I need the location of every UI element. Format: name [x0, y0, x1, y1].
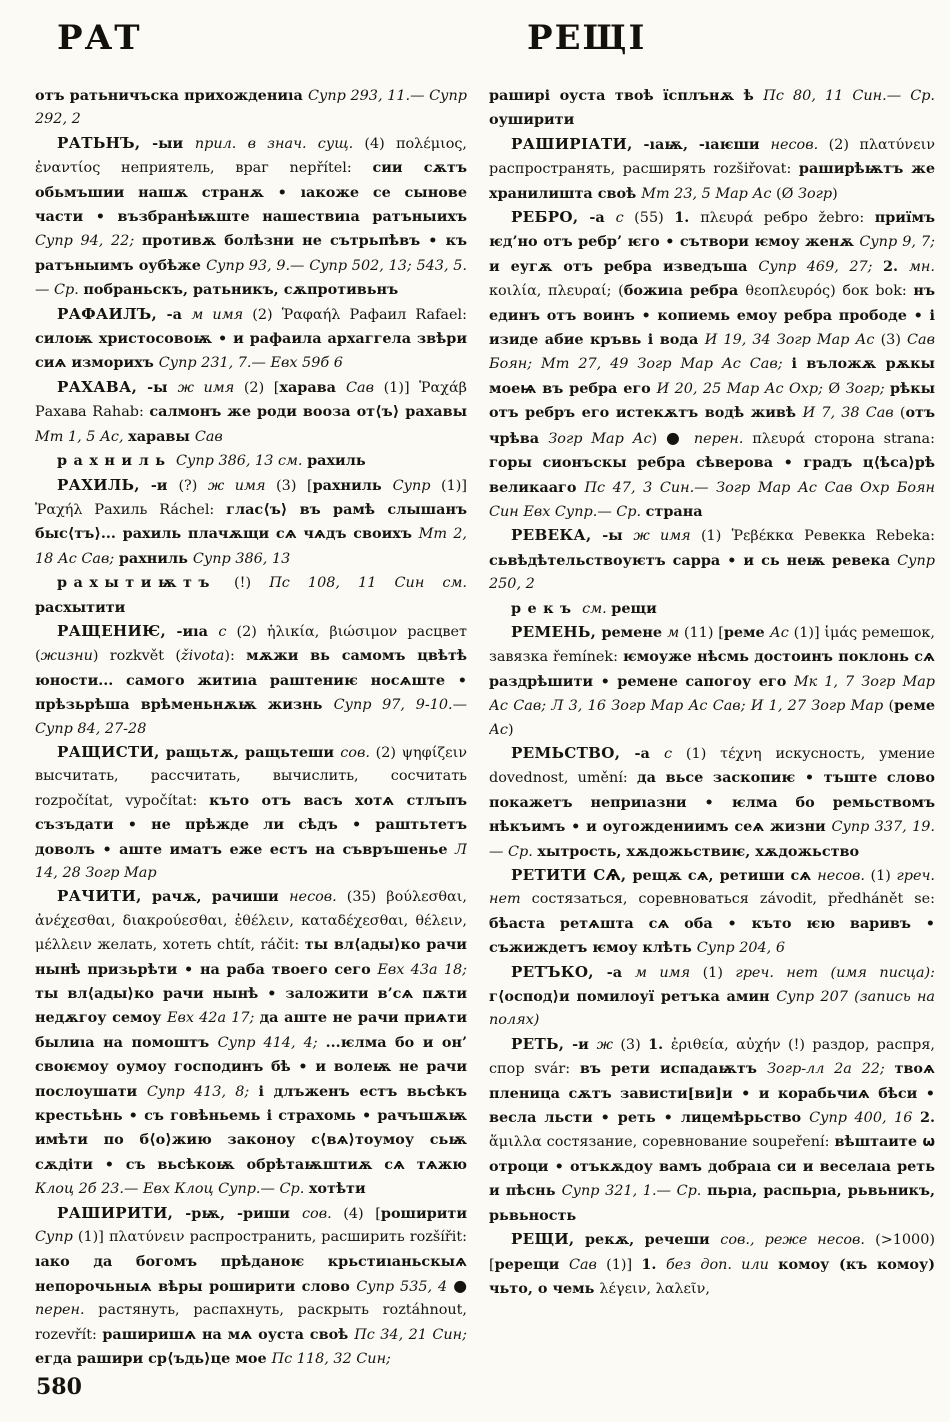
headword: РЕТЪКО, [511, 962, 594, 981]
reference-label: Пс 80, 11 Син.— Ср. [763, 88, 935, 104]
translation-text: (1)] [77, 1229, 109, 1246]
ocs-quotation: отъ ратьничъска прихождениıа [35, 87, 308, 104]
sense-number: 1. [648, 1035, 671, 1053]
translation-text: (35) [346, 889, 387, 906]
headword: РЕМЕНЬ, [511, 622, 597, 641]
reference-label: Мт 2, 18 Ас Сав; [35, 526, 467, 567]
reference-label: сов., реже несов. [720, 1232, 876, 1249]
translation-text: сторона strana: [814, 430, 935, 447]
ocs-quotation: -ы [591, 527, 634, 545]
ocs-quotation: харавы [128, 427, 195, 445]
ocs-quotation: раширишѧ на мѧ оуста своѣ [102, 1325, 355, 1343]
ocs-quotation: -ы [137, 378, 178, 396]
translation-text: искусность, умение dovednost, umění: [489, 745, 935, 787]
greek-gloss: λέγειν, λαλεῖν, [599, 1280, 710, 1297]
ocs-quotation: ты вл⟨ады⟩ко рачи нынѣ • заложити в’сѧ пѫти недѫгоу семоу [35, 985, 467, 1027]
translation-text: ( [888, 698, 895, 715]
column-right [489, 84, 935, 1384]
reference-label: Супр 207 (запись на полях) [489, 989, 935, 1029]
translation-text: (1)] [440, 477, 467, 494]
reference-label: Супр 93, 9.— Супр 502, 13; 543, 5.— Ср. [35, 257, 467, 299]
translation-text: (3) [620, 1036, 649, 1053]
entry-rafail [35, 303, 467, 376]
translation-text: (3) [880, 332, 908, 349]
translation-text: Рахава Rahab: [35, 404, 150, 421]
reference-label: Супр 535, 4 [356, 1278, 454, 1295]
reference-label: Супр 231, 7.— Евх 59б 6 [158, 355, 343, 372]
reference-label: Пс 34, 21 Син; [354, 1326, 467, 1343]
ocs-quotation: оуширити [489, 111, 575, 129]
crossref-rahnil [35, 449, 467, 473]
translation-text: (Ø [775, 185, 798, 202]
reference-label: Ас [489, 721, 508, 738]
translation-text: ) бок bok: [830, 283, 914, 300]
reference-label: Зогр Мар Ас [548, 430, 652, 447]
greek-gloss: κοιλία, πλευραί; [489, 283, 619, 300]
greek-gloss: τέχνη [720, 745, 776, 762]
ocs-quotation: рачѫ, рачиши [141, 888, 290, 906]
translation-text: (2) [375, 744, 402, 761]
reference-label: Клоц 2б 23.— Евх Клоц Супр.— Ср. [35, 1181, 309, 1198]
translation-text: (2) [236, 623, 267, 640]
ocs-quotation: -а [578, 209, 616, 227]
greek-gloss: βούλεσθαι, ἀνέχεσθαι, διακρούεσθαι, ἐθέλειν, καταδέχεσθαι, θέλειν, μέλλειν [35, 889, 467, 954]
reference-label: перен. [35, 1302, 99, 1319]
ocs-quotation: салмонъ же роди вооза от⟨ъ⟩ рахавы [149, 403, 467, 421]
ocs-quotation: рекѫ, речеши [574, 1231, 721, 1249]
translation-text: растянуть, распахнуть, раскрыть roztáhnout, rozevřít: [35, 1302, 467, 1343]
reference-label: И 7, 38 Сав [802, 405, 900, 422]
translation-text: (55) [634, 210, 675, 227]
ocs-quotation: глас⟨ъ⟩ въ рамѣ слышанъ быс⟨тъ⟩... рахиль плачѫщи сѧ чѧдъ своихъ [35, 500, 467, 543]
crossref-reku [489, 597, 935, 621]
reference-label: И 20, 25 Мар Ас Охр; [656, 380, 829, 397]
ocs-quotation: хытрость, хѫдожьствиѥ, хѫдожьство [537, 842, 860, 860]
translation-text: расцвет ( [35, 623, 467, 665]
greek-gloss: Ῥαχάβ [419, 379, 467, 396]
translation-text: (1)] [606, 1256, 642, 1273]
entry-rastisti [35, 741, 467, 885]
ocs-quotation: силоѭ христосовоѭ • и рафаила архаггела звѣри сиѧ изморихъ [35, 330, 467, 372]
reference-label: с [218, 623, 237, 640]
ocs-quotation: бѣаста ретѧшта сѧ оба • къто ѥю варивъ • съжиждетъ ѥмоу клѣть [489, 914, 935, 957]
ocs-quotation: -иıа [166, 622, 219, 640]
ocs-quotation: егда рашири ср⟨ъдь⟩це мое [35, 1350, 272, 1368]
entry-rastenije [35, 620, 467, 741]
greek-gloss: πλατύνειν [859, 136, 935, 153]
translation-text: ) rozkvět ( [92, 648, 182, 665]
reference-label: Мт 23, 5 Мар Ас [641, 185, 776, 202]
sense-bullet: ● [453, 1275, 467, 1295]
reference-label: Пс 108, 11 Син см. [269, 575, 467, 592]
entry-rasirjati [489, 133, 935, 206]
entry-retko [489, 961, 935, 1033]
reference-label: života [181, 648, 225, 665]
translation-text: (2) [252, 306, 282, 323]
entry-ret [489, 1033, 935, 1228]
sense-bullet: ● [666, 427, 694, 447]
reference-label: Сав Боян; Мт 27, 49 Зогр Мар Ас Сав; [489, 332, 935, 373]
ocs-quotation: твоѧ пленица сѫтъ зависти[ви]и • и корабьчиѧ бѣси • весла льсти • реть • лицемѣрьство [489, 1060, 935, 1127]
reference-label: несов. [817, 868, 871, 884]
translation-text: состязание, соревнование soupeření: [546, 1134, 835, 1151]
headword: РАФАИЛЪ, [57, 304, 158, 323]
ocs-quotation: въ рети испадаѭтъ [579, 1060, 768, 1078]
reference-label: Супр [392, 477, 441, 494]
translation-text: (3) [ [276, 477, 313, 494]
translation-text: ( [899, 405, 906, 422]
ocs-quotation: нъ единъ отъ воинъ • копиемь емоу ребра прободе • і изиде абие кръвь і вода [489, 282, 935, 349]
ocs-quotation: и еугѫ отъ ребра изведъша [489, 257, 759, 275]
ocs-quotation: реме [894, 697, 935, 715]
ocs-quotation: отъ чрѣва [489, 404, 935, 447]
reference-label: Евх 43а 18; [377, 961, 467, 978]
crossref-rahytijot [35, 571, 467, 620]
column-left [35, 84, 467, 1384]
ocs-quotation: рещѫ сѧ, ретиши сѧ [626, 867, 818, 884]
reference-label: Пс 118, 32 Син; [271, 1351, 391, 1368]
ocs-quotation: -а [157, 305, 192, 323]
reference-label: м [667, 624, 684, 641]
ocs-quotation: рахниль [118, 549, 193, 567]
greek-gloss: Ῥαχήλ [35, 501, 95, 518]
ocs-quotation: -ıаѭ, -ıаѥши [632, 135, 771, 153]
spaced-crossref-form: рахниль [57, 452, 172, 470]
reference-label: Мк 1, 7 Зогр Мар Ас Сав; Л 3, 16 Зогр Мар Ас Сав; И 1, 27 Зогр Мар [489, 673, 935, 715]
translation-text: Ревекка Rebeka: [804, 528, 935, 545]
reference-label: Супр 293, 11.— Супр 292, 2 [35, 88, 467, 128]
greek-gloss: ἅμιλλα [489, 1134, 547, 1151]
reference-label: ж имя [207, 477, 277, 494]
translation-text: Ø [828, 380, 846, 397]
sense-number: 1. [641, 1255, 666, 1273]
entry-retiti-se [489, 864, 935, 961]
entry-rebro [489, 206, 935, 524]
ocs-quotation: харава [279, 378, 347, 396]
reference-label: Супр [35, 1229, 78, 1246]
reference-label: перен. [693, 430, 753, 447]
reference-label: Зогр-лл 2а 22; [767, 1061, 895, 1078]
page-number: 580 [36, 1374, 82, 1400]
headword: РАШИРІАТИ, [511, 134, 633, 153]
entry-resti [489, 1228, 935, 1301]
entry-ratn [35, 132, 467, 303]
headword: РЕВЕКА, [511, 526, 592, 545]
ocs-quotation: ...ѥлма бо и он’ своѥмоу оумоу господинъ бѣ • и волеѭ не рачи послоушати [35, 1033, 467, 1100]
translation-text: ): [224, 648, 247, 665]
translation-text: распространить, расширить rozšířit: [189, 1229, 467, 1246]
reference-label: жизни [40, 648, 93, 665]
ocs-quotation: да аште не рачи приѧти былиıа на помоштъ [35, 1009, 467, 1051]
ocs-quotation: -и [564, 1035, 597, 1053]
reference-label: без доп. или [666, 1256, 779, 1273]
ocs-quotation: рахниль [312, 476, 393, 494]
greek-gloss: πολέμιος, ἐναντίος [35, 135, 467, 177]
entry-raciti [35, 885, 467, 1201]
translation-text: Рахиль Ráchel: [94, 501, 227, 518]
translation-text: (!) раздор, распря, спор svár: [489, 1036, 935, 1078]
translation-text: (?) [178, 477, 208, 494]
translation-text: (11) [ [683, 624, 724, 641]
headword: РЕМЬСТВО, [511, 743, 621, 762]
reference-label: м имя [191, 306, 253, 323]
entry-reveka [489, 524, 935, 596]
translation-text: Рафаил Rafael: [349, 306, 467, 323]
sense-number: 2. [883, 257, 909, 275]
ocs-quotation: хотѣти [308, 1180, 366, 1198]
ocs-quotation: г⟨оспод⟩и помилоуї ретъка амин [489, 988, 777, 1006]
translation-text: ребро žebro: [763, 210, 875, 227]
ocs-quotation: -ыи [140, 134, 195, 152]
greek-gloss: Ῥαφαήλ [281, 306, 350, 323]
headword: РЕЩИ, [511, 1230, 575, 1249]
translation-text: ) [507, 721, 514, 738]
translation-text: неприятель, враг nepřítel: [121, 160, 373, 177]
entry-rahava [35, 376, 467, 449]
reference-label: Супр 97, 9-10.— Супр 84, 27-28 [35, 697, 467, 737]
ocs-quotation: приїмъ ѥд’но отъ ребр’ ѥго • сътвори ѥмоу женѫ [489, 209, 935, 251]
reference-label: И 19, 34 Зогр Мар Ас [704, 332, 881, 349]
reference-label: несов. [770, 136, 829, 153]
translation-text: ) [651, 430, 667, 447]
headword: РАТЬНЪ, [57, 133, 141, 152]
greek-gloss: Ῥεβέκκα [731, 528, 805, 545]
ocs-quotation: божиıа ребра [623, 282, 746, 300]
ocs-quotation: ремене [596, 623, 668, 641]
headword: РАЩИСТИ, [57, 742, 160, 761]
translation-text: (1) [685, 745, 721, 762]
ocs-quotation: ты вл⟨ады⟩ко рачи нынѣ призьрѣти • на раба твоего сего [35, 936, 467, 978]
reference-label: Супр 250, 2 [489, 552, 935, 593]
translation-text: распространять, расширять rozšiřovat: [489, 161, 799, 178]
reference-label: Супр 94, 22; [35, 233, 142, 250]
headword: РАШИРИТИ, [57, 1203, 174, 1222]
continuation-rasiri [489, 84, 935, 133]
ocs-quotation: -а [593, 963, 635, 981]
reference-label: сов. [301, 1205, 344, 1222]
ocs-quotation: горы сионъскы ребра сѣверова • градъ ц⟨ѣса⟩рѣ великааго [489, 454, 935, 496]
spaced-crossref-form: рекъ [511, 599, 578, 617]
text-columns [35, 84, 935, 1384]
running-head-right: РЕЩІ [527, 18, 647, 58]
headword: РЕТИТИ СѦ, [511, 866, 627, 884]
ocs-quotation: сьвѣдѣтельствоуѥтъ сарра • и сь неѭ ревека [489, 551, 898, 569]
reference-label: греч. нет (имя писца): [735, 964, 935, 981]
reference-label: Зогр; [845, 380, 891, 397]
reference-label: ж [596, 1036, 621, 1053]
reference-label: Евх 42а 17; [166, 1010, 260, 1027]
running-head-left: РАТ [57, 18, 142, 58]
translation-text: ) [832, 185, 838, 202]
reference-label: прил. в знач. сущ. [194, 135, 365, 152]
reference-label: греч. нет [489, 868, 935, 908]
ocs-quotation: противѫ болѣзни не сътрьпѣвъ • къ ратъныимъ оубѣже [35, 232, 467, 274]
reference-label: Супр 414, 4; [217, 1034, 326, 1051]
reference-label: Супр 400, 16 [809, 1110, 920, 1127]
greek-gloss: ἱμάς [824, 624, 862, 641]
entry-remstvo [489, 742, 935, 864]
headword: РАХАВА, [57, 377, 138, 396]
reference-label: Мт 1, 5 Ас, [35, 428, 129, 445]
reference-label: см. [577, 600, 612, 617]
translation-text: (>1000) [ [489, 1232, 935, 1273]
translation-text: желать, хотеть chtít, ráčit: [97, 937, 305, 954]
ocs-quotation: къто отъ васъ хотѧ стлъпъ съзъдати • не прѣжде ли сѣдъ • раштьтетъ доволъ • аште иматъ еже естъ на съвръшенье [35, 791, 467, 858]
ocs-quotation: пьрıа, распьрıа, рьвьникъ, рьвьность [489, 1182, 935, 1224]
reference-label: Сав [194, 428, 223, 445]
reference-label: Супр 386, 13 [192, 550, 291, 567]
reference-label: мн. [909, 258, 935, 275]
ocs-quotation: -и [139, 476, 179, 494]
reference-label: Супр 9, 7; [859, 234, 935, 251]
reference-label: с [664, 745, 686, 762]
reference-label: Зогр [797, 185, 833, 202]
ocs-quotation: рѣкы отъ ребръ его истекѫтъ водѣ живѣ [489, 379, 935, 422]
reference-label: Супр 469, 27; [758, 258, 884, 275]
ocs-quotation: страна [645, 502, 703, 520]
ocs-quotation: роширити [380, 1204, 467, 1222]
headword: РЕТЬ, [511, 1034, 565, 1053]
translation-text: (4) [364, 135, 397, 152]
ocs-quotation: сии сѫтъ обьмъшии нашѫ странѫ • ıакоже се сынове части • възбранѣѭште нашествиıа ратъныихъ [35, 159, 467, 226]
translation-text: (1) [700, 528, 732, 545]
greek-gloss: ψηφίζειν [401, 744, 467, 761]
ocs-quotation: расхытити [35, 598, 126, 616]
ocs-quotation: раширѣѭтъ же хранилишта своѣ [489, 160, 935, 202]
translation-text: (4) [ [343, 1205, 381, 1222]
headword: РЕБРО, [511, 208, 579, 227]
ocs-quotation: побраньскъ, ратьникъ, сѫпротивьнъ [83, 281, 399, 299]
translation-text: высчитать, рассчитать, вычислить, сосчитать rozpočítat, vypočítat: [35, 768, 467, 809]
greek-gloss: πλατύνειν [108, 1229, 190, 1246]
translation-text: состязаться, соревноваться závodit, předhánět se: [531, 891, 935, 908]
reference-label: Ас [769, 624, 794, 641]
reference-label: Сав [346, 379, 384, 396]
translation-text: (2) [828, 136, 860, 153]
reference-label: Л 14, 28 Зогр Мар [35, 841, 467, 881]
ocs-quotation: да вьсе заскопиѥ • тъште слово покажетъ неприıазни • ѥлма бо ремьствомъ нѣкъимъ • и оугождениимъ сеѧ жизни [489, 769, 935, 836]
reference-label: Супр 337, 19.— Ср. [489, 819, 935, 860]
entry-remen [489, 621, 935, 742]
ocs-quotation: ращьтѫ, ращьтеши [159, 743, 341, 761]
translation-text: (1) [870, 868, 897, 884]
reference-label: ж имя [177, 379, 244, 396]
translation-text: (2) [ [243, 379, 280, 396]
reference-label: Пс 47, 3 Син.— Зогр Мар Ас Сав Охр Боян Син Евх Супр.— Ср. [489, 479, 935, 520]
ocs-quotation: і въложѫ рѫкы моеѩ въ ребра его [489, 355, 935, 397]
ocs-quotation: ıако да богомъ прѣданоѥ крьстиıаньскыѧ непорочьныѧ вѣры роширити слово [35, 1252, 467, 1295]
reference-label: Супр 413, 8; [146, 1083, 259, 1100]
reference-label: Сав [568, 1256, 607, 1273]
reference-label: с [615, 210, 635, 227]
ocs-quotation: реме [723, 623, 770, 641]
ocs-quotation: ѥмоуже нѣсмь достоинъ поклонь сѧ раздрѣшити • ремене сапогоу его [489, 648, 935, 690]
reference-label: Супр 204, 6 [696, 940, 785, 957]
entry-rasiriti [35, 1202, 467, 1372]
ocs-quotation: вѣштаите ѡ отроци • отъкѫдоу вамъ добраıа си и веселаıа реть и пѣснь [489, 1133, 935, 1200]
ocs-quotation: ререщи [494, 1255, 569, 1273]
reference-label: м имя [634, 964, 703, 981]
headword: РАЧИТИ, [57, 887, 142, 906]
greek-gloss: ἐριθεία, αὐχήν [670, 1036, 789, 1053]
headword: РАЩЕНИѤ, [57, 621, 167, 640]
sense-number: 1. [674, 209, 701, 227]
translation-text: (!) [215, 575, 270, 592]
translation-text: ремешок, завязка řemínek: [489, 624, 935, 666]
greek-gloss: ἡλικία, βιώσιμον [266, 623, 408, 640]
translation-text: (1)] [793, 624, 825, 641]
ocs-quotation: раширі оуста твоѣ їсплънѫ ѣ [489, 87, 764, 104]
continuation-ratinichsk [35, 84, 467, 132]
ocs-quotation: мѫжи вь самомъ цвѣтѣ юности... самого житиıа раштениѥ носѧште • прѣзьрѣша врѣменьнѫѭ жизнь [35, 647, 467, 714]
headword: РАХИЛЬ, [57, 475, 140, 494]
reference-label: Супр 321, 1.— Ср. [561, 1183, 708, 1200]
reference-label: Супр 386, 13 см. [171, 453, 308, 470]
ocs-quotation: -а [620, 744, 665, 762]
greek-gloss: θεοπλευρός [745, 283, 831, 300]
translation-text: ( [618, 283, 624, 300]
reference-label: несов. [289, 889, 347, 906]
entry-rahil [35, 474, 467, 572]
ocs-quotation: комоу (къ комоу) чьто, о чемь [489, 1255, 935, 1297]
translation-text: (1)] [383, 379, 420, 396]
ocs-quotation: -рѭ, -риши [173, 1204, 302, 1222]
ocs-quotation: рещи [611, 599, 657, 617]
ocs-quotation: і длъженъ естъ вьсѣкъ крестьѣнь • съ говѣньемь і страхомь • рачъшѫѭ имѣти по б⟨о⟩жию законоу с⟨вѧ⟩тоумоу сьѭ сѫдіти • съ вьсѣкоѭ обрѣтаѭштиѫ сѧ тѧжю [35, 1082, 467, 1173]
reference-label: сов. [340, 744, 376, 761]
ocs-quotation: рахиль [307, 452, 366, 470]
translation-text: (1) [702, 964, 736, 981]
greek-gloss: πλευρά [752, 430, 815, 447]
sense-number: 2. [919, 1109, 935, 1127]
spaced-crossref-form: рахытиѭтъ [57, 574, 216, 592]
reference-label: ж имя [633, 528, 701, 545]
greek-gloss: πλευρά [700, 210, 764, 227]
